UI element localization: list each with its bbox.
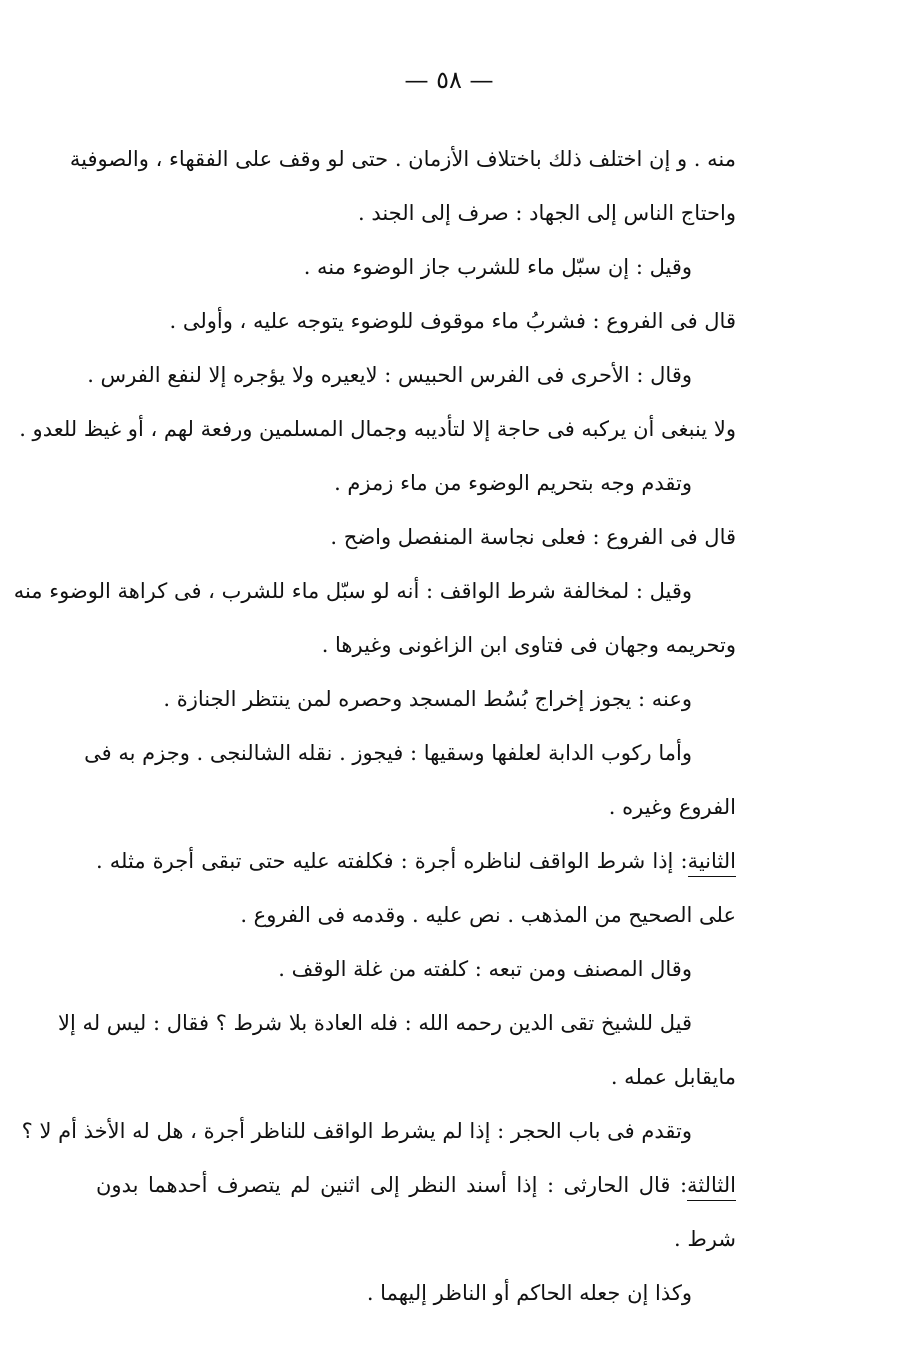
page-body [13, 132, 736, 1320]
text-line: وقال : الأحرى فى الفرس الحبيس : لايعيره ولا يؤجره إلا لنفع الفرس . [87, 363, 692, 387]
text-line: وتقدم وجه بتحريم الوضوء من ماء زمزم . [334, 471, 692, 495]
text-line: قال فى الفروع : فعلى نجاسة المنفصل واضح . [330, 525, 736, 549]
text-line: قيل للشيخ تقى الدين رحمه الله : فله العادة بلا شرط ؟ فقال : ليس له إلا [57, 1011, 692, 1035]
text-line: وقيل : لمخالفة شرط الواقف : أنه لو سبّل ماء للشرب ، فى كراهة الوضوء منه [13, 579, 692, 603]
text-line: وتحريمه وجهان فى فتاوى ابن الزاغونى وغيرها . [321, 633, 736, 657]
text-line: منه . و إن اختلف ذلك باختلاف الأزمان . حتى لو وقف على الفقهاء ، والصوفية [69, 147, 736, 171]
text-line: ولا ينبغى أن يركبه فى حاجة إلا لتأديبه وجمال المسلمين ورفعة لهم ، أو غيظ للعدو . [19, 417, 736, 441]
line-text: : قال الحارثى : إذا أسند النظر إلى اثنين لم يتصرف أحدهما بدون [96, 1173, 688, 1197]
text-line: وقال المصنف ومن تبعه : كلفته من غلة الوقف . [278, 957, 692, 981]
section-label: الثالثة [687, 1173, 736, 1201]
text-line: الفروع وغيره . [608, 795, 736, 819]
text-line: مايقابل عمله . [610, 1065, 736, 1089]
line-text: : إذا شرط الواقف لناظره أجرة : فكلفته عليه حتى تبقى أجرة مثله . [96, 849, 688, 873]
text-line [96, 834, 736, 888]
text-line: شرط . [674, 1227, 736, 1251]
text-line: واحتاج الناس إلى الجهاد : صرف إلى الجند . [357, 201, 736, 225]
text-line: على الصحيح من المذهب . نص عليه . وقدمه فى الفروع . [240, 903, 736, 927]
text-line: وقيل : إن سبّل ماء للشرب جاز الوضوء منه . [303, 255, 692, 279]
section-label: الثانية [688, 849, 736, 877]
text-line [96, 1158, 736, 1212]
text-line: وعنه : يجوز إخراج بُسُط المسجد وحصره لمن ينتظر الجنازة . [163, 687, 692, 711]
text-line: وكذا إن جعله الحاكم أو الناظر إليهما . [366, 1281, 692, 1305]
text-line: وأما ركوب الدابة لعلفها وسقيها : فيجوز . نقله الشالنجى . وجزم به فى [84, 741, 692, 765]
text-line: وتقدم فى باب الحجر : إذا لم يشرط الواقف للناظر أجرة ، هل له الأخذ أم لا ؟ [21, 1119, 692, 1143]
page-number: — ٥٨ — [404, 66, 494, 94]
text-line: قال فى الفروع : فشربُ ماء موقوف للوضوء يتوجه عليه ، وأولى . [169, 309, 736, 333]
